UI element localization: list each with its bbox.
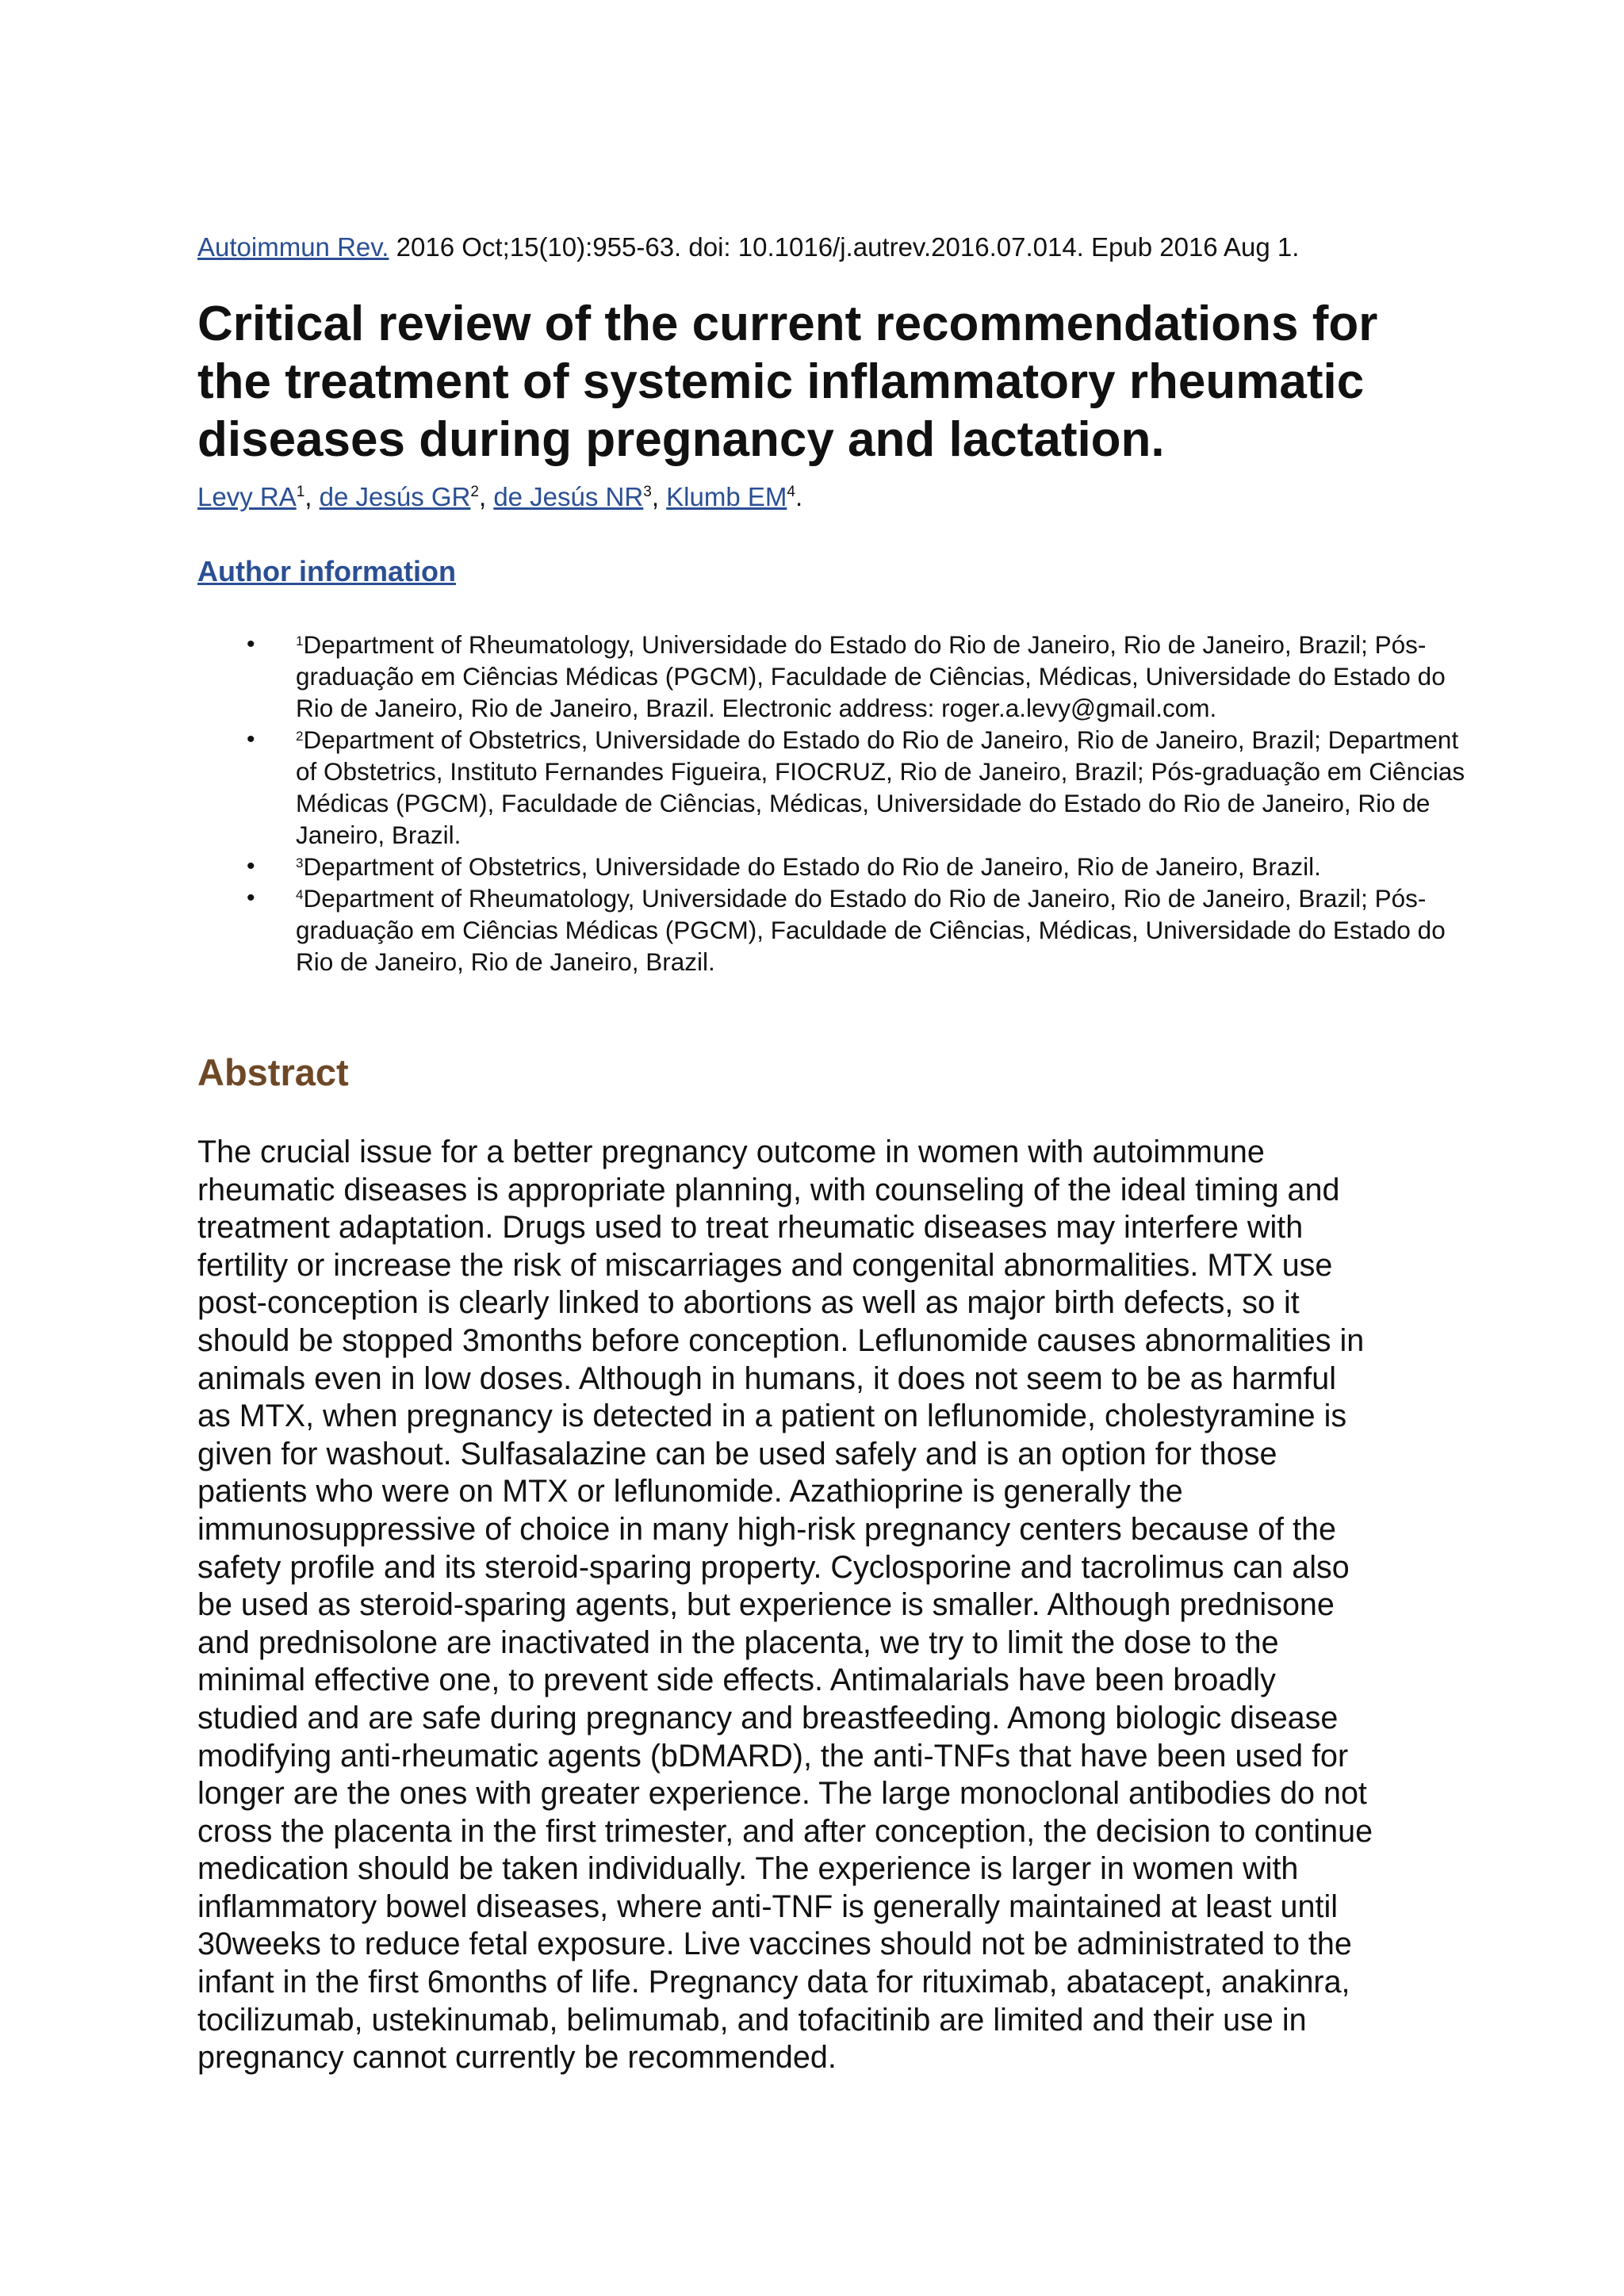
affiliation-list	[197, 629, 1466, 978]
abstract-line: given for washout. Sulfasalazine can be used safely and is an option for those	[197, 1436, 1277, 1471]
affiliation-item	[197, 882, 1466, 978]
author-link[interactable]: de Jesús NR	[493, 482, 644, 511]
affiliation-sup: 4	[296, 887, 304, 902]
affiliation-text: Department of Obstetrics, Universidade do Estado do Rio de Janeiro, Rio de Janeiro, Brazil.	[303, 852, 1321, 881]
affiliation-item	[197, 629, 1466, 724]
author-list: Levy $RA^1$, de Jesús $GR^2$, de Jesús $NR^3$, Klumb $EM^4$.	[197, 482, 803, 511]
abstract-line: inflammatory bowel diseases, where anti-TNF is generally maintained at least until	[197, 1888, 1339, 1924]
abstract-line: as MTX, when pregnancy is detected in a patient on leflunomide, cholestyramine is	[197, 1399, 1347, 1434]
author-sup: 4	[787, 484, 795, 500]
affiliation-sup: 2	[296, 729, 304, 744]
abstract-line: and prednisolone are inactivated in the placenta, we try to limit the dose to the	[197, 1624, 1279, 1660]
affiliation-text: Department of Obstetrics, Universidade do Estado do Rio de Janeiro, Rio de Janeiro, Brazil; Department of Obstetrics, Instituto Fernandes Figueira, FIOCRUZ, Rio de Janeiro, Brazil; Pós-graduação em Ciências Médicas (PGCM), Faculdade de Ciências, Médicas, Universidade do Estado do Rio de Janeiro, Rio de Janeiro, Brazil.	[296, 725, 1465, 849]
author-link[interactable]: Klumb EM	[666, 482, 787, 511]
abstract-body	[197, 1134, 1434, 2077]
abstract-line: should be stopped 3months before conception. Leflunomide causes abnormalities in	[197, 1322, 1365, 1358]
abstract-line: cross the placenta in the first trimester, and after conception, the decision to continue	[197, 1813, 1373, 1849]
abstract-line: The crucial issue for a better pregnancy outcome in women with autoimmune	[197, 1135, 1265, 1169]
affiliation-text: Department of Rheumatology, Universidade do Estado do Rio de Janeiro, Rio de Janeiro, Brazil; Pós-graduação em Ciências Médicas (PGCM), Faculdade de Ciências, Médicas, Universidade do Estado do Rio de Janeiro, Rio de Janeiro, Brazil.	[296, 884, 1446, 976]
bullet-icon: •	[247, 853, 255, 879]
abstract-line: patients who were on MTX or leflunomide. Azathioprine is generally the	[197, 1474, 1183, 1510]
abstract-line: minimal effective one, to prevent side effects. Antimalarials have been broadly	[197, 1663, 1276, 1698]
author-information-toggle[interactable]	[197, 553, 456, 590]
abstract-line: studied and are safe during pregnancy and breastfeeding. Among biologic disease	[197, 1700, 1339, 1735]
author-sup: 1	[296, 484, 305, 500]
bullet-icon: •	[247, 631, 255, 657]
abstract-line: animals even in low doses. Although in humans, it does not seem to be as harmful	[197, 1360, 1336, 1396]
abstract-line: fertility or increase the risk of miscarriages and congenital abnormalities. MTX use	[197, 1247, 1333, 1283]
bullet-icon: •	[247, 726, 255, 752]
author-information-link[interactable]: Author information	[197, 555, 456, 587]
abstract-line: post-conception is clearly linked to abortions as well as major birth defects, so it	[197, 1285, 1300, 1321]
abstract-line: treatment adaptation. Drugs used to treat rheumatic diseases may interfere with	[197, 1210, 1304, 1246]
article-title: Critical review of the current recommendations for the treatment of systemic inflammatory rheumatic diseases during pregnancy and lactation.	[197, 297, 1378, 467]
abstract-line: safety profile and its steroid-sparing property. Cyclosporine and tacrolimus can also	[197, 1549, 1350, 1585]
author-link[interactable]: de Jesús GR	[319, 482, 471, 511]
abstract-line: 30weeks to reduce fetal exposure. Live vaccines should not be administrated to the	[197, 1927, 1352, 1962]
abstract-line: pregnancy cannot currently be recommended.	[197, 2040, 837, 2076]
journal-link[interactable]: Autoimmun Rev.	[197, 232, 389, 262]
author-sup: 2	[470, 484, 479, 500]
affiliation-sup: 1	[296, 633, 304, 649]
abstract-line: modifying anti-rheumatic agents (bDMARD), the anti-TNFs that have been used for	[197, 1738, 1349, 1774]
citation-details: 2016 Oct;15(10):955-63. doi: 10.1016/j.autrev.2016.07.014. Epub 2016 Aug 1.	[389, 232, 1300, 262]
abstract-line: tocilizumab, ustekinumab, belimumab, and tofacitinib are limited and their use in	[197, 2002, 1307, 2038]
abstract-line: medication should be taken individually. The experience is larger in women with	[197, 1851, 1299, 1887]
citation	[197, 230, 1299, 265]
abstract-line: immunosuppressive of choice in many high-risk pregnancy centers because of the	[197, 1511, 1336, 1547]
affiliation-sup: 3	[296, 855, 304, 871]
bullet-icon: •	[247, 885, 255, 911]
affiliation-item	[197, 724, 1466, 851]
affiliation-item	[197, 851, 1466, 882]
abstract-line: longer are the ones with greater experience. The large monoclonal antibodies do not	[197, 1776, 1367, 1812]
abstract-line: be used as steroid-sparing agents, but experience is smaller. Although prednisone	[197, 1587, 1335, 1623]
abstract-line: infant in the first 6months of life. Pregnancy data for rituximab, abatacept, anakinra,	[197, 1965, 1350, 2000]
abstract-heading: Abstract	[197, 1051, 349, 1093]
abstract-line: rheumatic diseases is appropriate planning, with counseling of the ideal timing and	[197, 1172, 1340, 1207]
affiliation-text: Department of Rheumatology, Universidade do Estado do Rio de Janeiro, Rio de Janeiro, Brazil; Pós-graduação em Ciências Médicas (PGCM), Faculdade de Ciências, Médicas, Universidade do Estado do Rio de Janeiro, Rio de Janeiro, Brazil. Electronic address: roger.a.levy@gmail.com.	[296, 630, 1446, 722]
author-sup: 3	[643, 484, 652, 500]
author-link[interactable]: Levy RA	[197, 482, 297, 511]
